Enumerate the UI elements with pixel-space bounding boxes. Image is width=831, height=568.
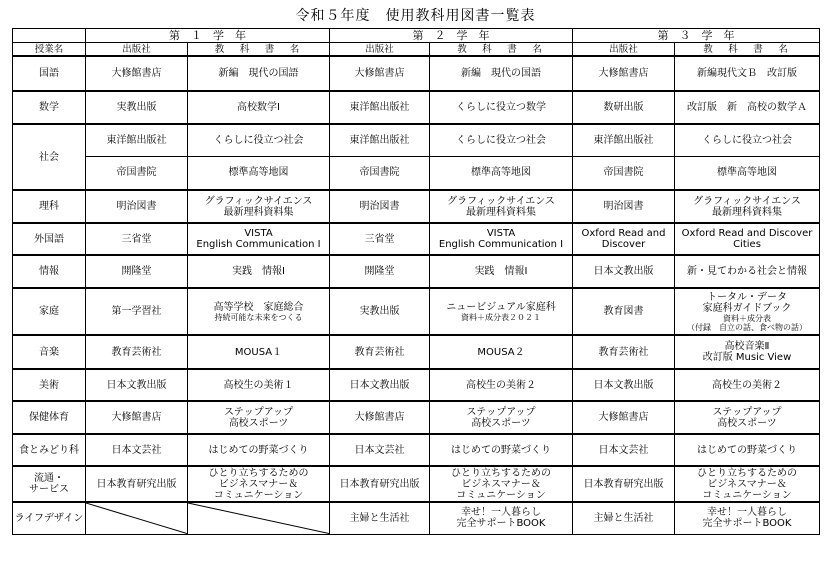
textbook-cell [675, 91, 820, 124]
publisher-cell [330, 502, 430, 534]
subject-cell: 保健体育 [13, 401, 86, 434]
publisher-cell [86, 56, 188, 91]
publisher-name-line: 実教出版 [359, 306, 400, 317]
textbook-cell [188, 124, 330, 156]
textbook-title-line: 幸せ！一人暮らし [461, 507, 541, 519]
publisher-name-line: 大修館書店 [354, 68, 405, 79]
textbook-title-line: ひとり立ちするための [697, 467, 797, 479]
textbook-cell [675, 223, 820, 255]
publisher-cell [86, 434, 188, 466]
textbook-title-line: 新編現代文Ｂ 改訂版 [697, 68, 797, 79]
textbook-title-line: 最新理科資料集 [466, 206, 536, 218]
publisher-name-line: 実教出版 [116, 102, 157, 113]
textbook-cell [188, 156, 330, 190]
publisher-name-line: 教育芸術社 [111, 346, 162, 358]
publisher-cell [573, 288, 675, 335]
table-row [13, 502, 820, 534]
table-row [13, 255, 820, 288]
textbook-title-line: 新編 現代の国語 [461, 68, 541, 79]
textbook-title-line: 最新理科資料集 [223, 206, 294, 218]
publisher-cell [330, 156, 430, 190]
publisher-name-line: 開隆堂 [364, 266, 395, 277]
textbook-title-line: 完全サポートBOOK [702, 518, 792, 530]
publisher-cell [573, 369, 675, 401]
textbook-subtitle-line: 資料＋成分表２０２１ [461, 312, 541, 322]
textbook-cell [430, 124, 573, 156]
textbook-cell [188, 401, 330, 434]
publisher-cell [86, 190, 188, 223]
textbook-cell [188, 466, 330, 502]
subject-cell: 音楽 [13, 335, 86, 369]
textbook-cell [675, 255, 820, 288]
publisher-name-line: Discover [601, 239, 646, 250]
table-row [13, 401, 820, 434]
textbook-title-line: MOUSA１ [234, 346, 283, 358]
publisher-cell [330, 369, 430, 401]
publisher-name-line: 日本文教出版 [349, 379, 410, 391]
subject-cell: 社会 [13, 124, 86, 190]
textbook-title-line: English Communication I [196, 239, 321, 250]
publisher-cell [86, 288, 188, 335]
publisher-name-line: 日本文芸社 [354, 444, 405, 456]
textbook-title-line: 高校生の美術２ [712, 379, 782, 391]
publisher-cell [86, 369, 188, 401]
textbook-cell [430, 223, 573, 255]
textbook-cell [675, 369, 820, 401]
table-row [13, 369, 820, 401]
subject-label-line: サービス [29, 484, 69, 495]
publisher-column-header: 出版社 [330, 43, 430, 57]
textbook-cell [430, 466, 573, 502]
textbook-title-line: ビジネスマナー＆ [707, 478, 787, 490]
publisher-cell [573, 190, 675, 223]
publisher-name-line: 第一学習社 [111, 306, 162, 317]
textbook-title-line: 実践 情報Ⅰ [474, 266, 528, 277]
textbook-cell [430, 369, 573, 401]
column-header-row [13, 43, 820, 57]
textbook-title-line: 高校スポーツ [228, 417, 289, 429]
textbook-title-line: 高校スポーツ [717, 417, 777, 429]
textbook-cell [188, 91, 330, 124]
textbook-title-line: くらしに役立つ数学 [456, 102, 546, 113]
textbook-cell [430, 335, 573, 369]
publisher-name-line: 教育芸術社 [598, 346, 649, 358]
publisher-cell [86, 466, 188, 502]
publisher-cell [330, 434, 430, 466]
textbook-table [12, 28, 820, 535]
subject-cell: 外国語 [13, 223, 86, 255]
publisher-cell [330, 124, 430, 156]
textbook-cell [675, 434, 820, 466]
textbook-title-line: 標準高等地図 [717, 167, 777, 179]
publisher-name-line: 帝国書院 [603, 167, 644, 179]
publisher-name-line: 大修館書店 [598, 68, 649, 79]
publisher-cell [330, 56, 430, 91]
publisher-name-line: 主婦と生活社 [593, 512, 654, 524]
textbook-cell [675, 466, 820, 502]
textbook-subtitle-line: 資料＋成分表 [723, 313, 771, 323]
textbook-title-line: ニュービジュアル家庭科 [446, 301, 556, 313]
table-row [13, 91, 820, 124]
publisher-cell [86, 91, 188, 124]
publisher-name-line: 東洋館出版社 [593, 134, 654, 146]
publisher-name-line: 東洋館出版社 [349, 102, 410, 113]
textbook-title-line: ステップアップ [712, 406, 782, 418]
publisher-cell [330, 288, 430, 335]
textbook-title-line: 最新理科資料集 [712, 206, 782, 218]
publisher-cell [573, 124, 675, 156]
textbook-cell [430, 190, 573, 223]
textbook-title-line: ひとり立ちするための [208, 467, 309, 479]
publisher-cell [86, 223, 188, 255]
textbook-title-line: コミュニケーション [702, 489, 792, 501]
textbook-title-line: ステップアップ [223, 406, 294, 418]
textbook-title-line: VISTA [486, 228, 516, 239]
textbook-cell [675, 190, 820, 223]
textbook-cell [188, 434, 330, 466]
textbook-title-line: コミュニケーション [213, 489, 304, 501]
textbook-title-line: 高校数学Ⅰ [237, 102, 280, 113]
textbook-cell [188, 335, 330, 369]
textbook-cell [430, 156, 573, 190]
textbook-cell [188, 223, 330, 255]
textbook-title-line: ステップアップ [466, 406, 536, 418]
textbook-cell [430, 56, 573, 91]
textbook-title-line: はじめての野菜づくり [697, 444, 797, 456]
subject-cell: 数学 [13, 91, 86, 124]
page-title: 令和５年度 使用教科用図書一覧表 [295, 8, 536, 24]
subject-cell: 食とみどり科 [13, 434, 86, 466]
table-row [13, 190, 820, 223]
textbook-title-line: 高校生の美術１ [223, 379, 294, 391]
empty-textbook-cell [188, 502, 330, 534]
grade-2-header: 第 ２ 学 年 [330, 29, 573, 43]
grade-header-row [13, 29, 820, 43]
textbook-title-line: MOUSA２ [477, 346, 525, 358]
publisher-cell [86, 255, 188, 288]
textbook-title-line: VISTA [244, 228, 273, 239]
publisher-name-line: 大修館書店 [111, 68, 162, 79]
textbook-title-line: ビジネスマナー＆ [218, 478, 299, 490]
publisher-cell [573, 91, 675, 124]
publisher-name-line: 三省堂 [364, 233, 395, 245]
textbook-cell [675, 335, 820, 369]
publisher-cell [573, 56, 675, 91]
publisher-name-line: 日本教育研究出版 [339, 478, 420, 490]
publisher-cell [573, 502, 675, 534]
publisher-cell [86, 335, 188, 369]
publisher-column-header: 出版社 [86, 43, 188, 57]
textbook-cell [430, 288, 573, 335]
textbook-cell [430, 434, 573, 466]
table-row [13, 223, 820, 255]
textbook-column-header: 教 科 書 名 [188, 43, 330, 57]
empty-publisher-cell [86, 502, 188, 534]
publisher-name-line: 教育芸術社 [354, 346, 405, 358]
subject-cell: 理科 [13, 190, 86, 223]
textbook-title-line: コミュニケーション [456, 489, 546, 501]
publisher-cell [330, 335, 430, 369]
publisher-cell [573, 335, 675, 369]
publisher-name-line: 帝国書院 [116, 167, 157, 179]
publisher-cell [86, 401, 188, 434]
textbook-title-line: 新・見てわかる社会と情報 [687, 266, 807, 277]
publisher-name-line: 三省堂 [121, 233, 152, 245]
corner-cell [13, 29, 86, 43]
publisher-name-line: 日本文教出版 [106, 379, 167, 391]
table-row [13, 288, 820, 335]
publisher-name-line: 大修館書店 [354, 412, 405, 423]
textbook-title-line: はじめての野菜づくり [208, 444, 309, 456]
table-row [13, 434, 820, 466]
textbook-cell [188, 190, 330, 223]
textbook-title-line: はじめての野菜づくり [451, 444, 551, 456]
subject-cell: 美術 [13, 369, 86, 401]
textbook-title-line: 高校生の美術２ [466, 379, 536, 391]
table-row [13, 156, 820, 190]
subject-cell: 国語 [13, 56, 86, 91]
textbook-column-header: 教 科 書 名 [430, 43, 573, 57]
publisher-name-line: 日本文芸社 [111, 444, 162, 456]
subject-cell: 家庭 [13, 288, 86, 335]
publisher-name-line: 教育図書 [603, 306, 644, 317]
textbook-subtitle-line: 持続可能な未来をつくる [214, 312, 303, 322]
textbook-title-line: グラフィックサイエンス [447, 195, 555, 207]
publisher-name-line: Oxford Read and [581, 228, 666, 239]
publisher-cell [330, 190, 430, 223]
publisher-cell [330, 401, 430, 434]
grade-1-header: 第 １ 学 年 [86, 29, 330, 43]
table-row [13, 335, 820, 369]
publisher-name-line: 日本教育研究出版 [96, 478, 177, 490]
textbook-cell [675, 502, 820, 534]
publisher-column-header: 出版社 [573, 43, 675, 57]
publisher-cell [573, 466, 675, 502]
table-row [13, 56, 820, 91]
textbook-cell [188, 56, 330, 91]
textbook-title-line: 家庭科ガイドブック [702, 302, 792, 314]
publisher-cell [330, 91, 430, 124]
publisher-name-line: 明治図書 [603, 201, 644, 212]
subject-label-line: 流通・ [34, 473, 64, 484]
textbook-cell [675, 124, 820, 156]
textbook-title-line: 改訂版 新 高校の数学Ａ [687, 102, 807, 113]
textbook-cell [188, 369, 330, 401]
subject-column-header: 授業名 [13, 43, 86, 57]
textbook-title-line: 完全サポートBOOK [456, 518, 546, 530]
textbook-cell [188, 255, 330, 288]
publisher-cell [86, 156, 188, 190]
publisher-cell [573, 434, 675, 466]
textbook-cell [675, 156, 820, 190]
textbook-column-header: 教 科 書 名 [675, 43, 820, 57]
textbook-title-line: くらしに役立つ社会 [456, 134, 546, 146]
textbook-title-line: 標準高等地図 [471, 167, 531, 179]
textbook-cell [430, 91, 573, 124]
textbook-title-line: 実践 情報Ⅰ [232, 266, 285, 277]
textbook-title-line: 高等学校 家庭総合 [213, 301, 304, 313]
textbook-title-line: 幸せ！一人暮らし [707, 507, 787, 519]
publisher-name-line: 東洋館出版社 [349, 134, 410, 146]
textbook-title-line: くらしに役立つ社会 [213, 134, 304, 146]
textbook-title-line: トータル・データ [707, 291, 787, 303]
textbook-title-line: English Communication I [438, 239, 564, 250]
publisher-name-line: 明治図書 [359, 201, 400, 212]
textbook-title-line: くらしに役立つ社会 [702, 134, 792, 146]
publisher-name-line: 東洋館出版社 [106, 134, 167, 146]
textbook-title-line: 高校音楽Ⅱ [724, 341, 770, 352]
diagonal-strike [86, 503, 187, 534]
textbook-cell [188, 288, 330, 335]
publisher-name-line: 明治図書 [116, 201, 157, 212]
grade-3-header: 第 ３ 学 年 [573, 29, 820, 43]
textbook-subtitle-line: （付録 自立の話、食べ物の話） [687, 322, 807, 332]
publisher-cell [330, 466, 430, 502]
textbook-cell [430, 502, 573, 534]
subject-cell [13, 466, 86, 502]
publisher-name-line: 日本文芸社 [598, 444, 649, 456]
publisher-name-line: 開隆堂 [121, 266, 152, 277]
textbook-title-line: ひとり立ちするための [451, 467, 551, 479]
textbook-cell [675, 288, 820, 335]
textbook-cell [430, 401, 573, 434]
textbook-title-line: グラフィックサイエンス [693, 195, 801, 207]
publisher-cell [573, 223, 675, 255]
textbook-cell [675, 56, 820, 91]
textbook-cell [430, 255, 573, 288]
textbook-title-line: Oxford Read and Discover [681, 228, 813, 239]
publisher-name-line: 数研出版 [603, 102, 644, 113]
subject-cell: 情報 [13, 255, 86, 288]
textbook-title-line: Cities [733, 239, 761, 250]
publisher-name-line: 帝国書院 [359, 167, 400, 179]
table-row [13, 466, 820, 502]
publisher-name-line: 日本教育研究出版 [583, 478, 664, 490]
publisher-cell [86, 124, 188, 156]
publisher-cell [330, 223, 430, 255]
diagonal-strike [188, 503, 329, 534]
publisher-cell [573, 255, 675, 288]
publisher-cell [573, 156, 675, 190]
publisher-name-line: 主婦と生活社 [349, 512, 410, 524]
publisher-name-line: 日本文教出版 [593, 379, 654, 391]
textbook-title-line: 標準高等地図 [228, 167, 289, 179]
textbook-title-line: 新編 現代の国語 [218, 68, 299, 79]
publisher-name-line: 大修館書店 [111, 412, 162, 423]
textbook-title-line: 高校スポーツ [471, 417, 531, 429]
table-row [13, 124, 820, 156]
textbook-title-line: 改訂版 Music View [702, 352, 792, 363]
textbook-cell [675, 401, 820, 434]
textbook-title-line: グラフィックサイエンス [204, 195, 313, 207]
publisher-name-line: 大修館書店 [598, 412, 649, 423]
publisher-name-line: 日本文教出版 [593, 266, 654, 277]
subject-cell: ライフデザイン [13, 502, 86, 534]
publisher-cell [330, 255, 430, 288]
textbook-title-line: ビジネスマナー＆ [461, 478, 541, 490]
publisher-cell [573, 401, 675, 434]
